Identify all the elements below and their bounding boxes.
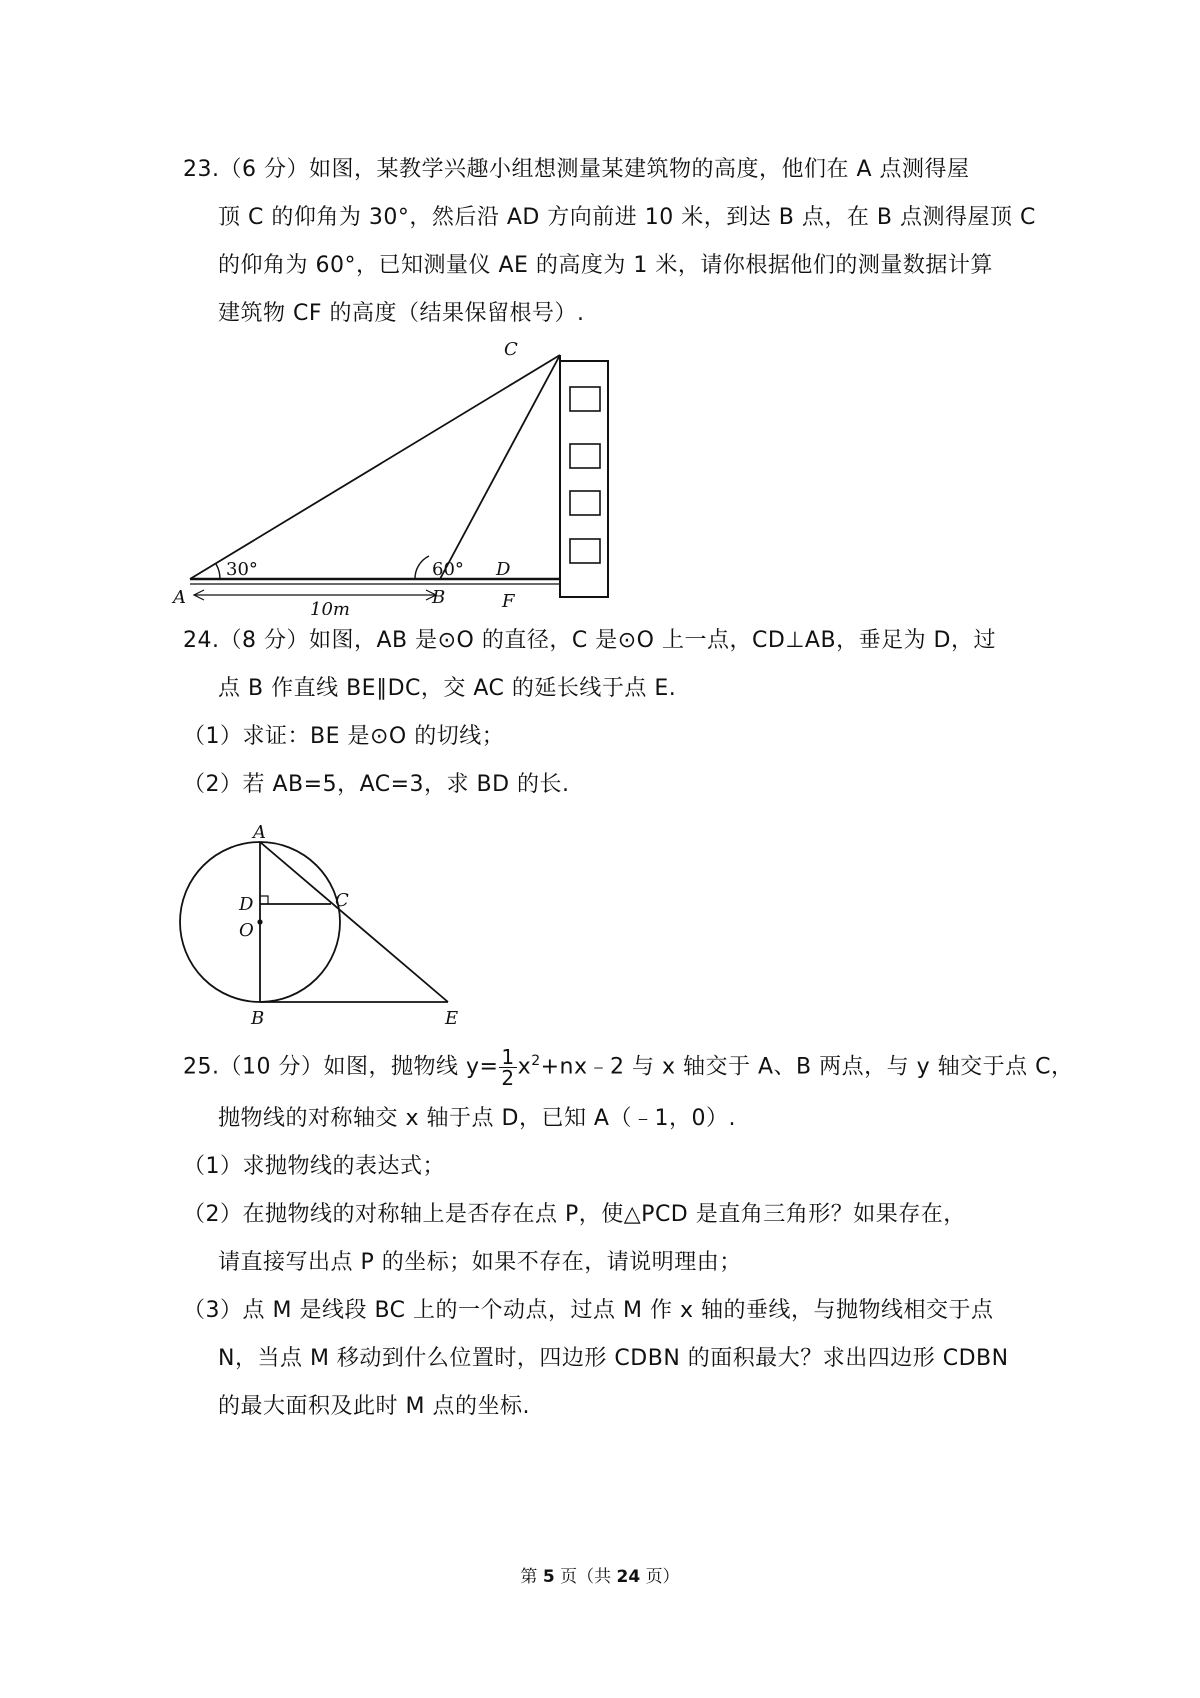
q23-line-3: 的仰角为 60°，已知测量仪 AE 的高度为 1 米，请你根据他们的测量数据计算 bbox=[218, 253, 993, 278]
window-1 bbox=[570, 387, 600, 411]
q25-line-1-prefix: 25.（10 分）如图，抛物线 y= bbox=[183, 1054, 499, 1080]
footer-prefix: 第 bbox=[520, 1567, 538, 1587]
q25-part-2: （2）在抛物线的对称轴上是否存在点 P，使△PCD 是直角三角形？如果存在， bbox=[183, 1202, 966, 1227]
building-height-diagram bbox=[170, 335, 620, 615]
q25-part-1: （1）求抛物线的表达式； bbox=[183, 1154, 445, 1179]
q23-line-2: 顶 C 的仰角为 30°，然后沿 AD 方向前进 10 米，到达 B 点，在 B 点测得屋顶 C bbox=[218, 205, 1036, 230]
label-a: A bbox=[173, 587, 186, 608]
fraction-denominator: 2 bbox=[501, 1065, 515, 1090]
label-distance: 10m bbox=[310, 599, 350, 615]
page-footer bbox=[0, 1562, 1200, 1587]
footer-page-number: 5 bbox=[542, 1567, 555, 1587]
q25-part-3: （3）点 M 是线段 BC 上的一个动点，过点 M 作 x 轴的垂线，与抛物线相交于点 bbox=[183, 1298, 994, 1323]
label-d: D bbox=[496, 559, 511, 580]
label-b: B bbox=[251, 1008, 265, 1028]
circle-tangent-diagram bbox=[165, 818, 495, 1028]
sight-line-ac bbox=[190, 355, 560, 579]
fraction-one-half bbox=[499, 1044, 516, 1090]
label-c: C bbox=[504, 339, 518, 360]
q24-line-1: 24.（8 分）如图，AB 是⊙O 的直径，C 是⊙O 上一点，CD⊥AB，垂足为 D，过 bbox=[183, 628, 996, 653]
label-f: F bbox=[502, 591, 515, 612]
window-4 bbox=[570, 539, 600, 563]
q24-line-2: 点 B 作直线 BE∥DC，交 AC 的延长线于点 E. bbox=[218, 676, 677, 701]
window-3 bbox=[570, 491, 600, 515]
label-a: A bbox=[253, 822, 266, 843]
sight-line-bc bbox=[440, 355, 560, 579]
fraction-numerator: 1 bbox=[501, 1044, 515, 1069]
angle-arc-b bbox=[415, 556, 429, 579]
footer-total-pages: 24 bbox=[616, 1567, 641, 1587]
q23-line-4: 建筑物 CF 的高度（结果保留根号）. bbox=[218, 301, 585, 326]
label-b: B bbox=[432, 587, 446, 608]
q24-part-1: （1）求证：BE 是⊙O 的切线； bbox=[183, 724, 505, 749]
q25-x: x bbox=[517, 1054, 532, 1080]
footer-middle: 页（共 bbox=[560, 1567, 612, 1587]
label-e: E bbox=[445, 1008, 459, 1028]
center-point-o bbox=[257, 919, 262, 924]
right-angle-mark bbox=[260, 896, 268, 904]
q25-line-2: 抛物线的对称轴交 x 轴于点 D，已知 A（﹣1，0）. bbox=[218, 1106, 736, 1131]
q25-part-3-cont-2: 的最大面积及此时 M 点的坐标. bbox=[218, 1394, 530, 1419]
label-angle-30: 30° bbox=[226, 559, 258, 580]
window-2 bbox=[570, 444, 600, 468]
line-ae bbox=[260, 842, 448, 1002]
q25-line-1 bbox=[183, 1046, 1074, 1088]
label-o: O bbox=[239, 920, 254, 941]
footer-suffix: 页） bbox=[645, 1567, 680, 1587]
angle-arc-a bbox=[216, 564, 220, 579]
q24-part-2: （2）若 AB=5，AC=3，求 BD 的长. bbox=[183, 772, 570, 797]
label-c: C bbox=[335, 890, 349, 911]
q25-part-2-cont: 请直接写出点 P 的坐标；如果不存在，请说明理由； bbox=[218, 1250, 742, 1275]
q25-part-3-cont-1: N，当点 M 移动到什么位置时，四边形 CDBN 的面积最大？求出四边形 CDBN bbox=[218, 1346, 1009, 1371]
label-angle-60: 60° bbox=[432, 559, 464, 580]
label-d: D bbox=[239, 894, 254, 915]
q25-exponent: 2 bbox=[531, 1053, 541, 1069]
q23-line-1: 23.（6 分）如图，某教学兴趣小组想测量某建筑物的高度，他们在 A 点测得屋 bbox=[183, 157, 970, 182]
q25-line-1-suffix: +nx﹣2 与 x 轴交于 A、B 两点，与 y 轴交于点 C， bbox=[540, 1054, 1074, 1080]
